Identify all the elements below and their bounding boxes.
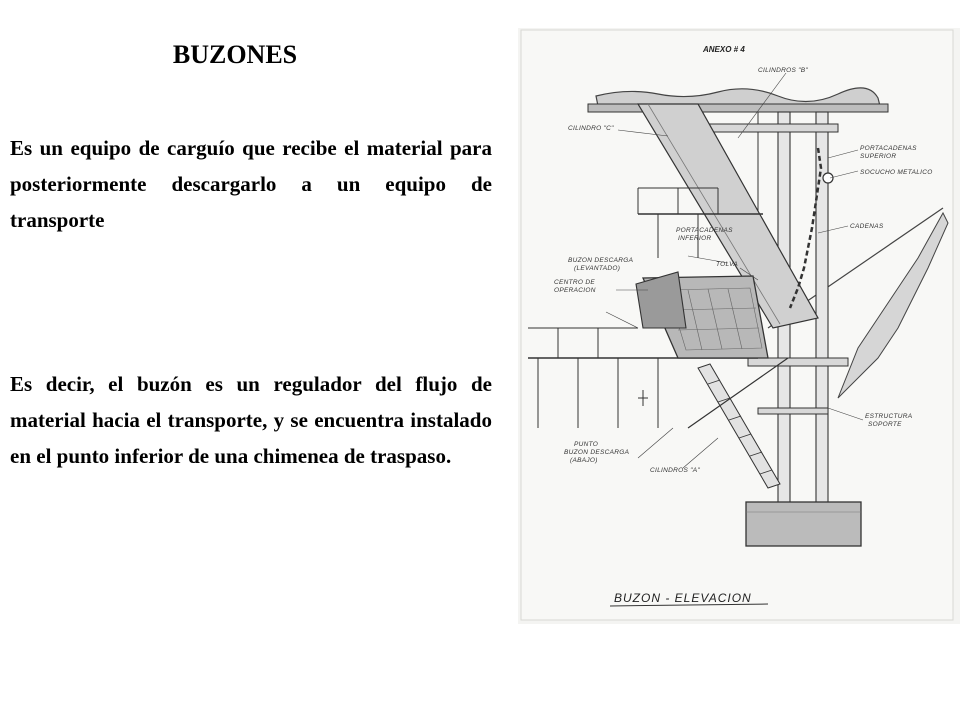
- label-levantado: (LEVANTADO): [574, 265, 621, 272]
- column-right: [816, 112, 828, 512]
- label-soporte: SOPORTE: [868, 421, 902, 428]
- foundation-block: [746, 502, 861, 546]
- top-beam: [588, 104, 888, 112]
- buzon-elevation-drawing: [518, 28, 960, 624]
- cross-beam-base: [758, 408, 828, 414]
- definition-paragraph: Es un equipo de carguío que recibe el material para posteriormente descargarlo a un equipo de transporte: [10, 136, 492, 232]
- label-operacion: OPERACION: [554, 287, 596, 294]
- drawing-caption: BUZON - ELEVACION: [614, 591, 752, 605]
- label-cilindros-a: CILINDROS "A": [650, 467, 701, 474]
- label-cadenas: CADENAS: [850, 223, 884, 230]
- label-portacadenas-superior-2: SUPERIOR: [860, 153, 897, 160]
- label-punto-buzon-descarga: BUZON DESCARGA: [564, 449, 630, 456]
- chain-pulley: [823, 173, 833, 183]
- label-socucho-metalico: SOCUCHO METALICO: [860, 169, 933, 176]
- label-estructura: ESTRUCTURA: [865, 413, 913, 420]
- label-portacadenas-inferior: PORTACADENAS: [676, 227, 733, 234]
- label-centro-de: CENTRO DE: [554, 279, 595, 286]
- cross-beam-lower: [748, 358, 848, 366]
- label-tolva: TOLVA: [716, 261, 738, 268]
- slide-title: BUZONES: [172, 40, 298, 69]
- explanation-paragraph: Es decir, el buzón es un regulador del flujo de material hacia el transporte, y se encuentra instalado en el punto inferior de una chimenea de traspaso.: [10, 372, 492, 468]
- annex-label: ANEXO # 4: [703, 45, 745, 54]
- label-buzon-descarga: BUZON DESCARGA: [568, 257, 634, 264]
- label-cilindro-c: CILINDRO "C": [568, 125, 614, 132]
- label-punto: PUNTO: [574, 441, 599, 448]
- label-portacadenas-inferior-2: INFERIOR: [678, 235, 712, 242]
- label-abajo: (ABAJO): [570, 457, 598, 464]
- label-cilindros-b: CILINDROS "B": [758, 67, 809, 74]
- drawing-canvas: [518, 28, 960, 624]
- label-portacadenas-superior: PORTACADENAS: [860, 145, 917, 152]
